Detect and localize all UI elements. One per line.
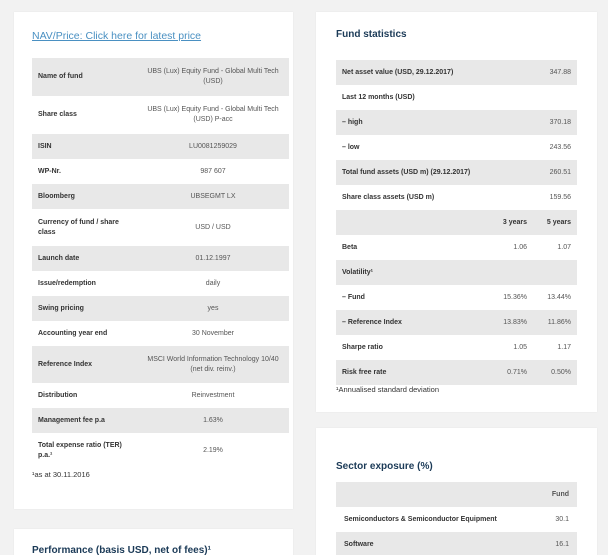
facts-footnote: ¹as at 30.11.2016 [32, 470, 90, 479]
row-label: Issue/redemption [32, 271, 137, 296]
row-label: Volatility¹ [336, 260, 577, 285]
table-row [32, 271, 289, 296]
row-value: 243.56 [549, 144, 571, 151]
row-label: Share class [32, 96, 137, 134]
table-row [336, 335, 577, 360]
sector-exposure-title: Sector exposure (%) [336, 461, 433, 472]
row-label: – low [342, 144, 360, 151]
table-row [32, 96, 289, 134]
row-value: 260.51 [533, 160, 577, 185]
row-value: 01.12.1997 [137, 246, 289, 271]
table-row [336, 360, 577, 385]
row-value-3y: 0.71% [481, 360, 533, 385]
table-row [336, 110, 577, 135]
row-value: 30 November [137, 321, 289, 346]
row-label: WP-Nr. [32, 159, 137, 184]
row-value: daily [137, 271, 289, 296]
performance-title: Performance (basis USD, net of fees)¹ [32, 545, 211, 555]
row-value: LU0081259029 [137, 134, 289, 159]
table-row [32, 58, 289, 96]
table-row [336, 532, 577, 555]
fund-statistics-title: Fund statistics [336, 29, 407, 40]
table-header-row [336, 210, 577, 235]
row-value-5y: 0.50% [533, 360, 577, 385]
row-value: UBSEGMT LX [137, 184, 289, 209]
table-row [336, 85, 577, 110]
column-header-5y: 5 years [533, 210, 577, 235]
row-value: 370.18 [533, 110, 577, 135]
row-value: 1.63% [137, 408, 289, 433]
row-value: 16.1 [527, 532, 577, 555]
table-row [32, 246, 289, 271]
row-label: – high [336, 110, 533, 135]
fund-facts-card [14, 12, 293, 509]
table-row [336, 507, 577, 532]
row-label: Total expense ratio (TER) p.a.¹ [32, 433, 137, 469]
row-label: Total fund assets (USD m) (29.12.2017) [336, 160, 533, 185]
row-label: Bloomberg [32, 184, 137, 209]
row-value-5y: 11.86% [533, 310, 577, 335]
row-label: ISIN [32, 134, 137, 159]
row-label: Swing pricing [32, 296, 137, 321]
table-row [32, 296, 289, 321]
row-value: 347.88 [533, 60, 577, 85]
table-row [32, 209, 289, 246]
table-row [336, 160, 577, 185]
table-row [32, 408, 289, 433]
fund-statistics-card [316, 12, 597, 412]
table-row [336, 235, 577, 260]
fund-facts-table [32, 58, 289, 469]
table-row [32, 346, 289, 383]
sector-exposure-table [336, 482, 577, 555]
row-value-5y: 1.17 [557, 344, 571, 351]
row-label: Reference Index [32, 346, 137, 383]
row-value: 987 607 [137, 159, 289, 184]
row-value: MSCI World Information Technology 10/40 (net div. reinv.) [137, 346, 289, 383]
row-label: – Reference Index [336, 310, 481, 335]
row-label: Distribution [32, 383, 137, 408]
row-value-3y: 15.36% [503, 294, 527, 301]
row-label: Last 12 months (USD) [342, 94, 415, 101]
row-value: 2.19% [137, 433, 289, 469]
row-label: Currency of fund / share class [32, 209, 137, 246]
row-value: Reinvestment [137, 383, 289, 408]
row-value: 30.1 [555, 516, 569, 523]
row-label: Risk free rate [336, 360, 481, 385]
row-label: Sharpe ratio [342, 344, 383, 351]
table-row [32, 159, 289, 184]
row-label: Share class assets (USD m) [342, 194, 435, 201]
row-value-5y: 13.44% [547, 294, 571, 301]
row-label: Management fee p.a [32, 408, 137, 433]
row-value-3y: 13.83% [481, 310, 533, 335]
row-label: Software [336, 532, 527, 555]
sector-exposure-card [316, 428, 597, 555]
stats-footnote: ¹Annualised standard deviation [336, 385, 439, 394]
table-row [336, 60, 577, 85]
fund-statistics-table [336, 60, 577, 385]
row-label: Launch date [32, 246, 137, 271]
row-label: Semiconductors & Semiconductor Equipment [344, 516, 497, 523]
table-row [32, 383, 289, 408]
table-row [336, 135, 577, 160]
table-row [336, 285, 577, 310]
row-value-3y: 1.06 [513, 244, 527, 251]
row-label: Beta [342, 244, 358, 251]
row-label: Accounting year end [32, 321, 137, 346]
row-label: Net asset value (USD, 29.12.2017) [336, 60, 533, 85]
table-row [336, 185, 577, 210]
nav-price-link[interactable]: NAV/Price: Click here for latest price [32, 30, 202, 42]
row-value: yes [137, 296, 289, 321]
table-row [32, 321, 289, 346]
row-label: Name of fund [32, 58, 137, 96]
row-value: UBS (Lux) Equity Fund - Global Multi Tech (USD) [137, 58, 289, 96]
column-header-3y: 3 years [481, 210, 533, 235]
row-value-5y: 1.07 [557, 244, 571, 251]
table-row [32, 134, 289, 159]
table-row [32, 184, 289, 209]
column-header-fund: Fund [527, 482, 577, 507]
table-row [336, 310, 577, 335]
row-value: UBS (Lux) Equity Fund - Global Multi Tech (USD) P-acc [137, 96, 289, 134]
table-header-row [336, 482, 577, 507]
row-value-3y: 1.05 [513, 344, 527, 351]
table-row [32, 433, 289, 469]
performance-card [14, 529, 293, 555]
row-value: 159.56 [549, 194, 571, 201]
row-label: – Fund [342, 294, 365, 301]
row-value: USD / USD [137, 209, 289, 246]
table-row [336, 260, 577, 285]
